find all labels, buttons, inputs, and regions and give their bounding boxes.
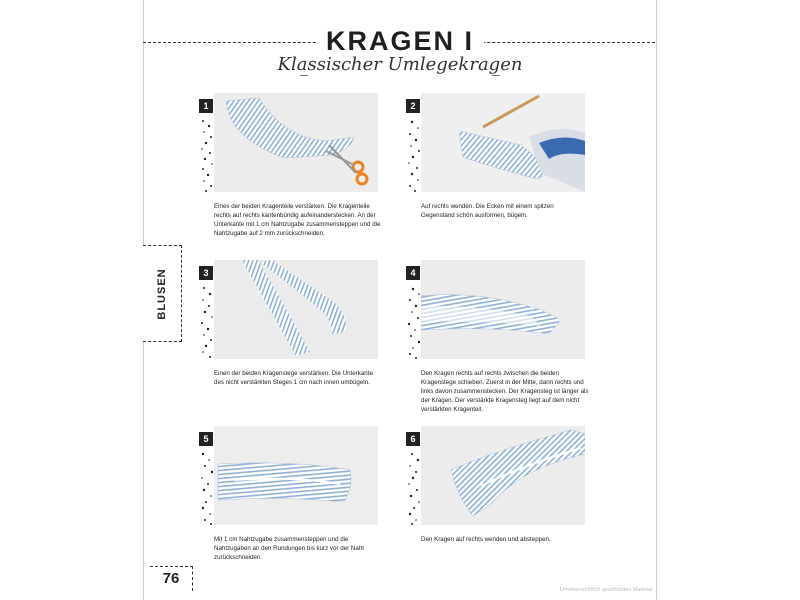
subtitle-rule-left	[300, 75, 308, 76]
step-number-badge: 5	[199, 432, 213, 446]
step-instruction: Eines der beiden Kragenteile verstärken. Die Kragenteile rechts auf rechts kantenbündig aufeinanderstecken. An der Unterkante mit 1 cm Nahtzugabe zusammensteppen und die Nahtzugabe auf 2 mm zurückschneiden.	[214, 203, 381, 237]
confetti-pattern	[407, 118, 421, 193]
page-title: KRAGEN I	[0, 26, 800, 57]
confetti-pattern	[200, 451, 214, 526]
step-instruction: Auf rechts wenden. Die Ecken mit einem spitzen Gegenstand schön ausformen, bügeln.	[421, 203, 554, 219]
confetti-pattern	[200, 285, 214, 360]
section-tab-label: BLUSEN	[156, 267, 168, 320]
confetti-pattern	[407, 285, 421, 360]
step-photo	[214, 426, 378, 525]
step-photo	[421, 93, 585, 192]
step-number-badge: 2	[406, 99, 420, 113]
step-number-badge: 3	[199, 266, 213, 280]
page-number: 76	[150, 566, 193, 591]
subtitle-rule-right	[492, 75, 500, 76]
confetti-pattern	[200, 118, 214, 193]
section-tab	[143, 245, 182, 342]
step-number-badge: 4	[406, 266, 420, 280]
step-instruction: Den Kragen auf rechts wenden und absteppen.	[421, 536, 551, 543]
page-subtitle: Klassischer Umlegekragen	[277, 54, 523, 75]
step-photo	[214, 93, 378, 192]
step-instruction: Einen der beiden Kragenstege verstärken. Die Unterkante des nicht verstärkten Steges 1 cm nach innen umbügeln.	[214, 370, 373, 386]
step-number-badge: 1	[199, 99, 213, 113]
step-instruction: Den Kragen rechts auf rechts zwischen die beiden Kragenstege schieben. Zuerst in der Mitte, dann rechts und links davon zusammenstecken. Der Kragensteg ist länger als der Kragen. Der verstärkte Kragensteg liegt auf dem nicht verstärkten Kragenteil.	[421, 370, 589, 413]
step-instruction: Mit 1 cm Nahtzugabe zusammensteppen und die Nahtzugaben an den Rundungen bis kurz vor der Naht zurückschneiden.	[214, 536, 364, 561]
copyright-note: Urheberrechtlich geschütztes Material	[560, 587, 653, 593]
step-photo	[214, 260, 378, 359]
step-photo	[421, 260, 585, 359]
confetti-pattern	[407, 451, 421, 526]
step-photo	[421, 426, 585, 525]
step-number-badge: 6	[406, 432, 420, 446]
